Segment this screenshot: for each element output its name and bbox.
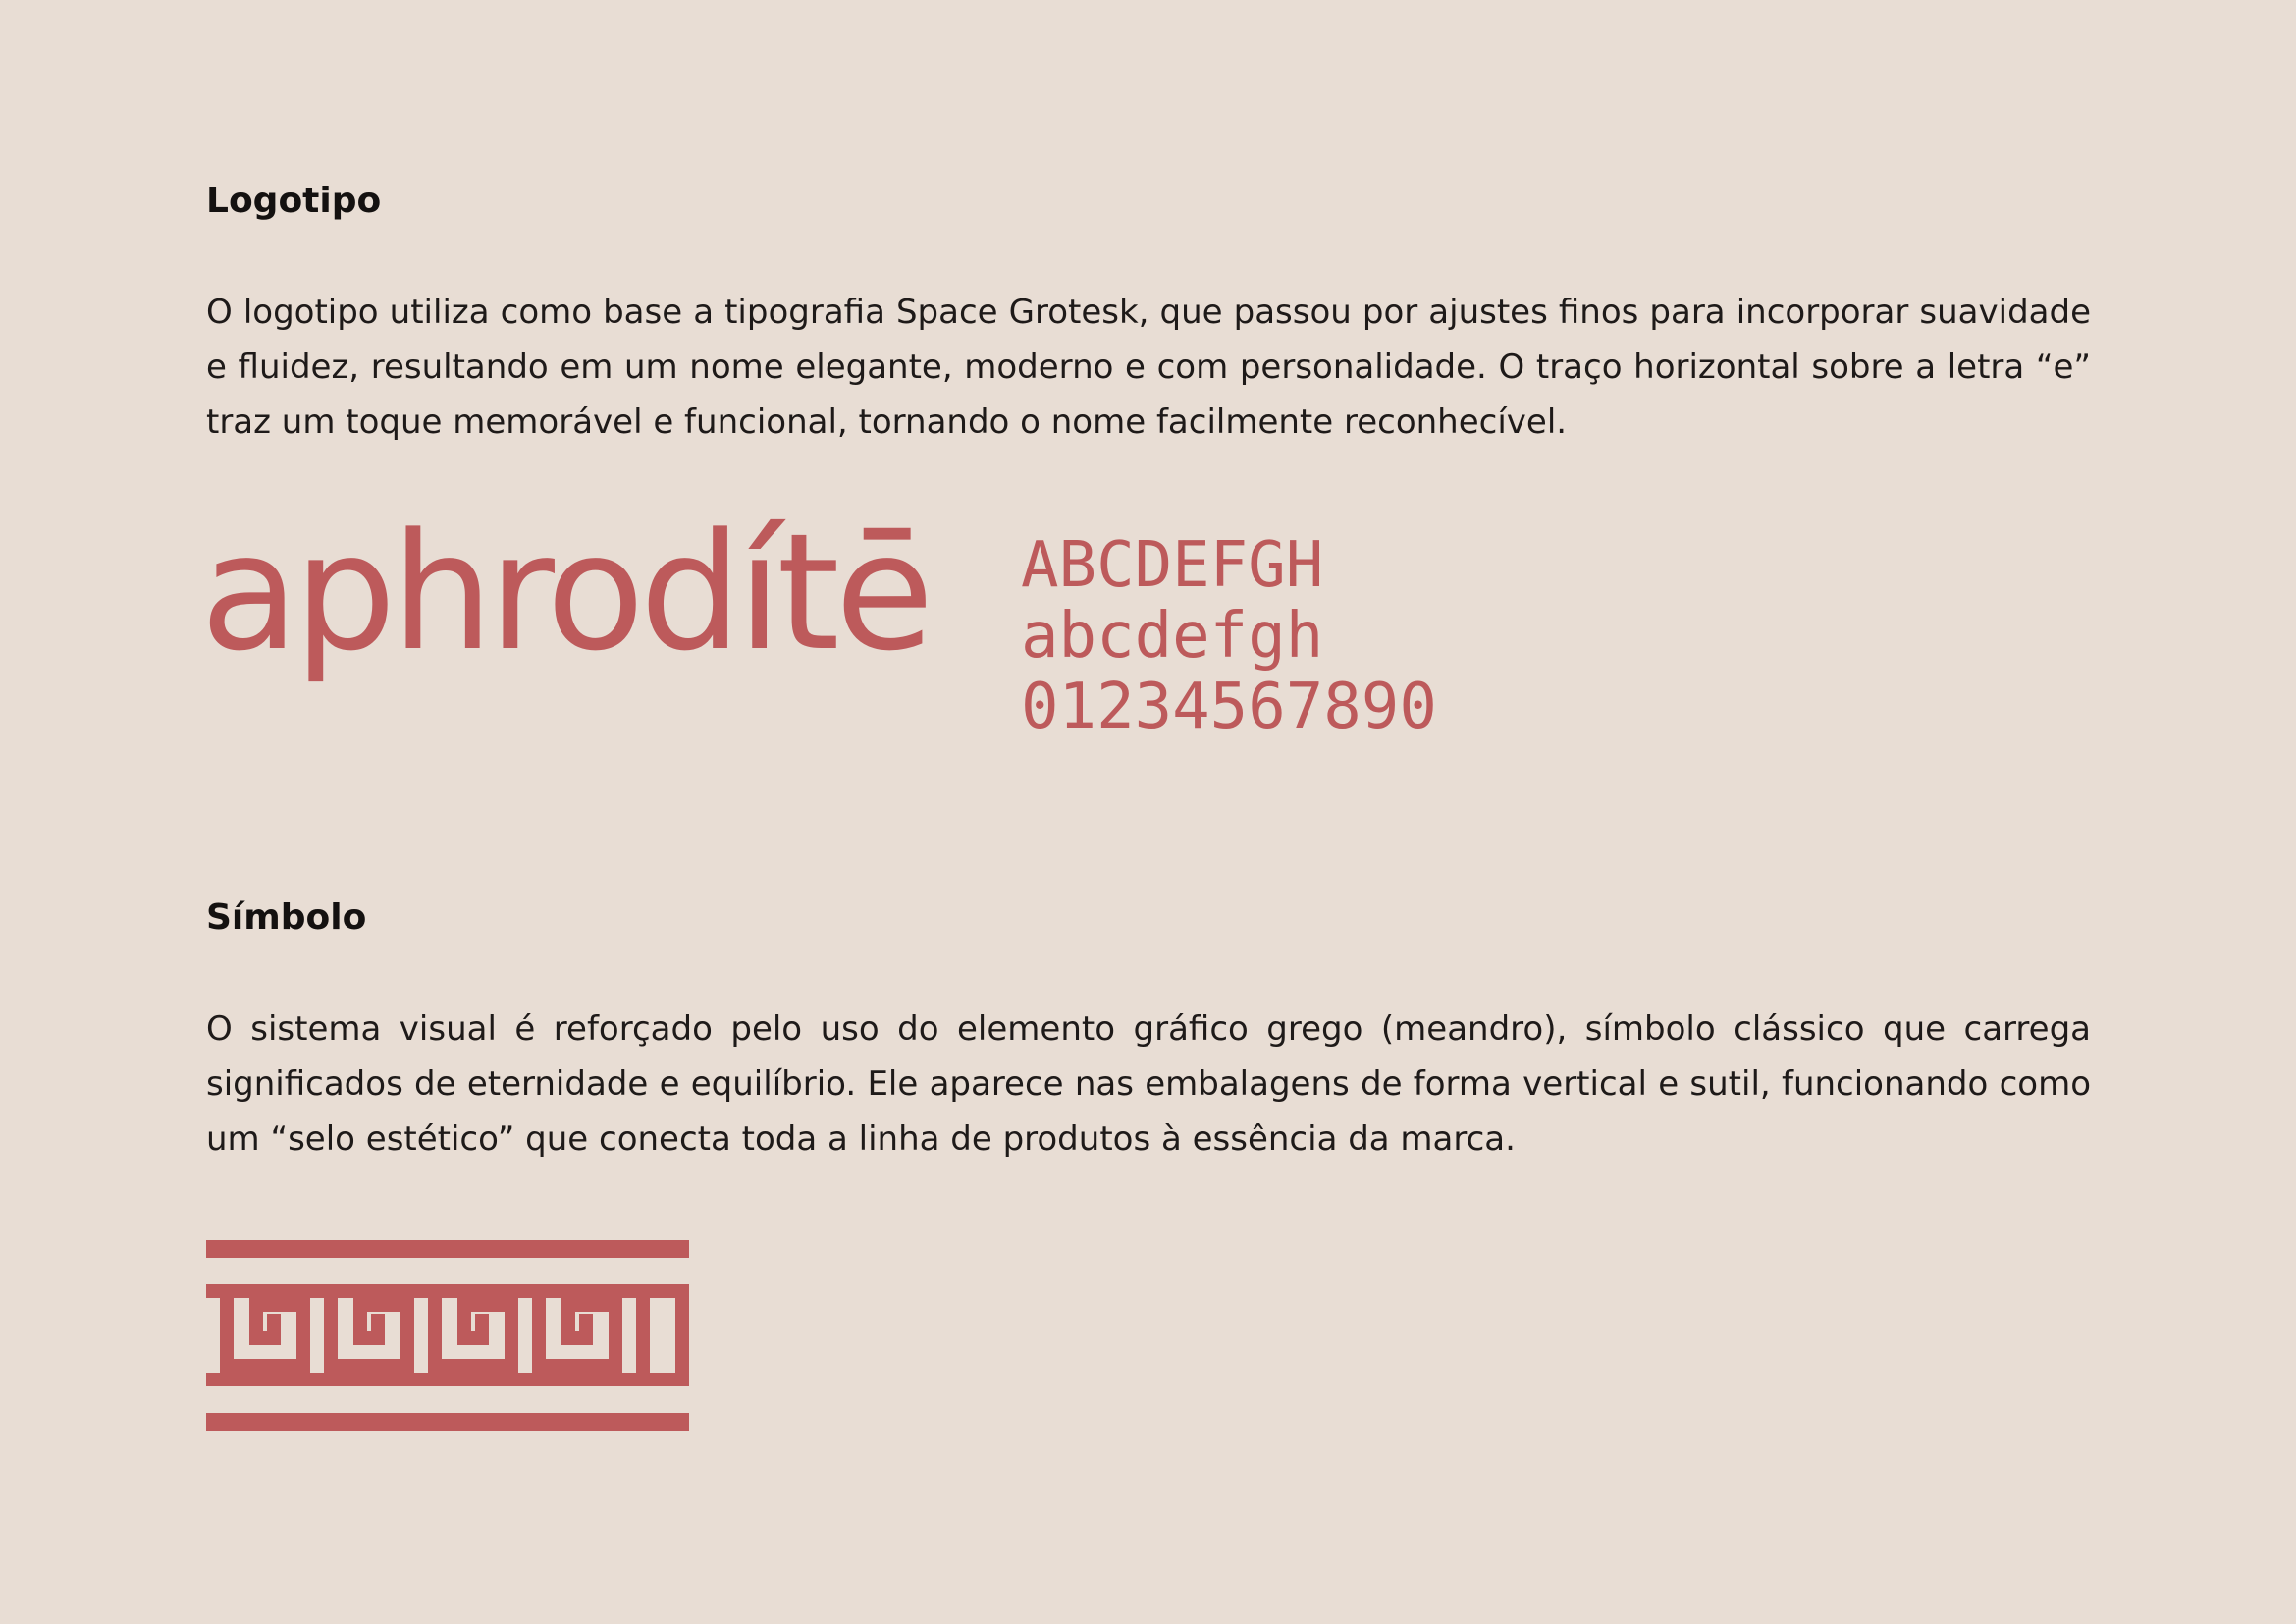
simbolo-title: Símbolo bbox=[206, 897, 367, 938]
logotipo-description: O logotipo utiliza como base a tipografia Space Grotesk, que passou por ajustes finos para incorporar suavidade e fluidez, resultando em um nome elegante, moderno e com personalidade. O traço horizontal sobre a letra “e” traz um toque memorável e funcional, tornando o nome facilmente reconhecível. bbox=[206, 293, 2091, 442]
logotipo-title: Logotipo bbox=[206, 181, 382, 221]
type-sample-uppercase: ABCDEFGH bbox=[1021, 529, 1324, 602]
simbolo-description: O sistema visual é reforçado pelo uso do elemento gráfico grego (meandro), símbolo clássico que carrega significados de eternidade e equilíbrio. Ele aparece nas embalagens de forma vertical e sutil, funcionando como um “selo estético” que conecta toda a linha de produtos à essência da marca. bbox=[206, 1009, 2091, 1159]
type-sample-lowercase: abcdefgh bbox=[1021, 600, 1324, 673]
greek-key-meander-icon bbox=[206, 1240, 689, 1431]
type-sample-digits: 01234567890 bbox=[1021, 671, 1437, 743]
aphrodite-wordmark-logo: aphrodítē bbox=[200, 499, 930, 686]
